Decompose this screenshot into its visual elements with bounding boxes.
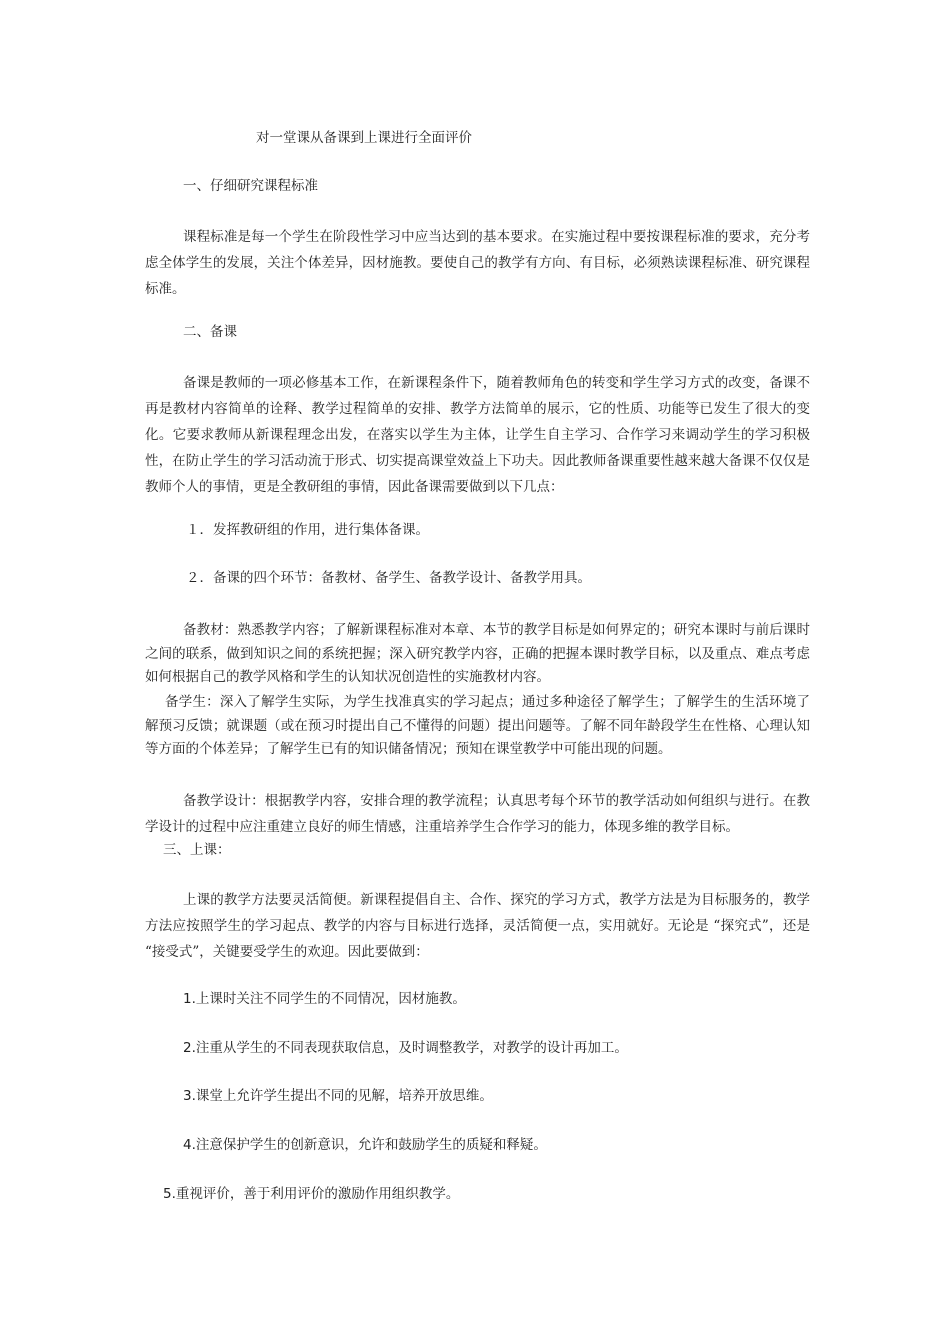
section1-heading: 一、仔细研究课程标准 [183, 178, 318, 194]
section3-heading: 三、上课： [163, 842, 231, 858]
prepare-students-paragraph: 备学生：深入了解学生实际，为学生找准真实的学习起点；通过多种途径了解学生；了解学生的生活环境了解预习反馈；就课题（或在预习时提出自己不懂得的问题）提出问题等。了解不同年龄段学生在性格、心理认知等方面的个体差异；了解学生已有的知识储备情况；预知在课堂教学中可能出现的问题。 [145, 694, 810, 757]
section2-point-2: ２．备课的四个环节：备教材、备学生、备教学设计、备教学用具。 [186, 570, 591, 586]
section3-paragraph: 上课的教学方法要灵活简便。新课程提倡自主、合作、探究的学习方式，教学方法是为目标服务的，教学方法应按照学生的学习起点、教学的内容与目标进行选择，灵活简便一点，实用就好。无论是 “探究式”，还是 “接受式”，关键要受学生的欢迎。因此要做到： [145, 892, 810, 960]
list-item-text: 课堂上允许学生提出不同的见解，培养开放思维。 [195, 1088, 493, 1104]
list-item-text: 重视评价，善于利用评价的激励作用组织教学。 [175, 1186, 460, 1202]
list-item-text: 上课时关注不同学生的不同情况，因材施教。 [195, 991, 466, 1007]
section2-paragraph: 备课是教师的一项必修基本工作，在新课程条件下，随着教师角色的转变和学生学习方式的改变，备课不再是教材内容简单的诠释、教学过程简单的安排、教学方法简单的展示，它的性质、功能等已发生了很大的变化。它要求教师从新课程理念出发，在落实以学生为主体，让学生自主学习、合作学习来调动学生的学习积极性，在防止学生的学习活动流于形式、切实提高课堂效益上下功夫。因此教师备课重要性越来越大备课不仅仅是教师个人的事情，更是全教研组的事情，因此备课需要做到以下几点： [145, 375, 810, 495]
list-item-text: 注意保护学生的创新意识，允许和鼓励学生的质疑和释疑。 [195, 1137, 547, 1153]
list-item-number: 1. [183, 991, 196, 1007]
list-item-number: 3. [183, 1088, 196, 1104]
list-item [163, 1184, 459, 1204]
list-item-text: 注重从学生的不同表现获取信息，及时调整教学，对教学的设计再加工。 [195, 1040, 628, 1056]
list-item [183, 1135, 547, 1155]
section1-paragraph: 课程标准是每一个学生在阶段性学习中应当达到的基本要求。在实施过程中要按课程标准的要求，充分考虑全体学生的发展，关注个体差异，因材施教。要使自己的教学有方向、有目标，必须熟读课程标准、研究课程标准。 [145, 229, 810, 297]
list-item-number: 2. [183, 1040, 196, 1056]
list-item-number: 5. [163, 1186, 176, 1202]
prepare-materials-paragraph: 备教材：熟悉教学内容；了解新课程标准对本章、本节的教学目标是如何界定的；研究本课时与前后课时之间的联系，做到知识之间的系统把握；深入研究教学内容，正确的把握本课时教学目标，以及重点、难点考虑如何根据自己的教学风格和学生的认知状况创造性的实施教材内容。 [145, 622, 810, 685]
section2-point-1: １．发挥教研组的作用，进行集体备课。 [186, 522, 429, 538]
list-item [183, 1086, 493, 1106]
list-item-number: 4. [183, 1137, 196, 1153]
section2-heading: 二、备课 [183, 324, 237, 340]
document-title: 对一堂课从备课到上课进行全面评价 [256, 130, 472, 146]
list-item [183, 989, 466, 1009]
prepare-design-paragraph: 备教学设计：根据教学内容，安排合理的教学流程；认真思考每个环节的教学活动如何组织与进行。在教学设计的过程中应注重建立良好的师生情感，注重培养学生合作学习的能力，体现多维的教学目标。 [145, 793, 810, 835]
list-item [183, 1038, 628, 1058]
